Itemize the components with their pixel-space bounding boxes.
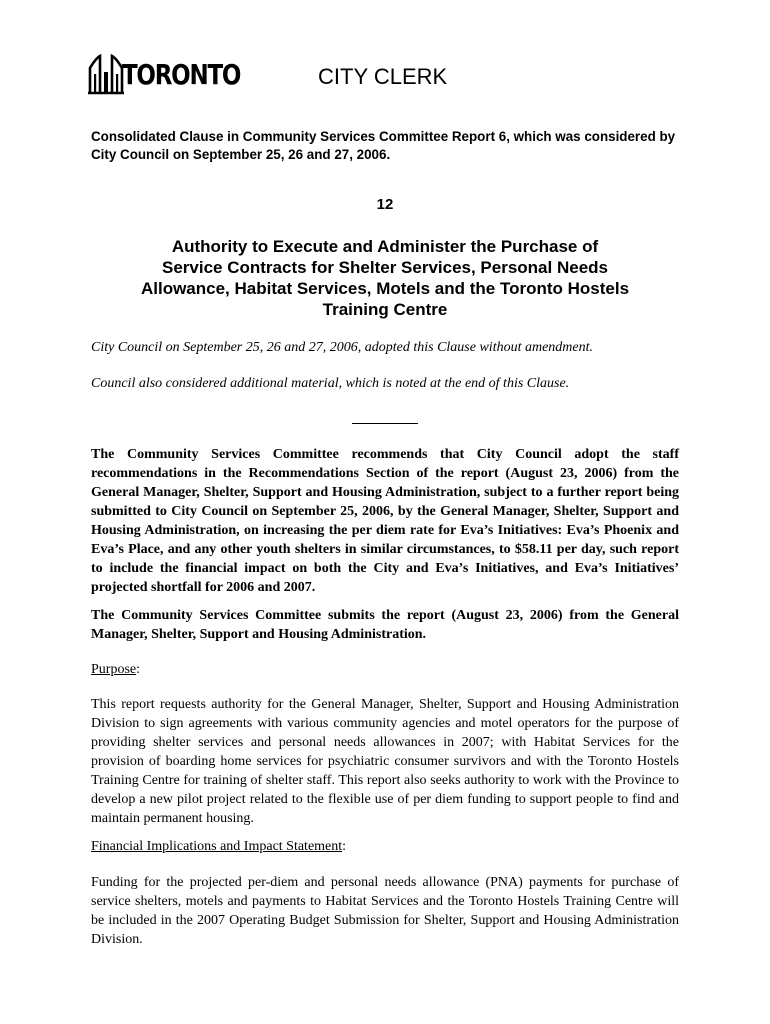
committee-submits: The Community Services Committee submits the report (August 23, 2006) from the General Manager, Shelter, Support and Housing Administration. [91, 608, 679, 642]
section-divider [352, 423, 418, 424]
purpose-heading-text: Purpose [91, 662, 137, 677]
financial-heading [91, 837, 679, 856]
council-adoption-note: City Council on September 25, 26 and 27, 2006, adopted this Clause without amendment. [91, 340, 594, 355]
logo-wordmark: TORONTO [122, 58, 241, 91]
purpose-heading [91, 660, 679, 679]
clause-number: 12 [376, 196, 394, 213]
purpose-heading-colon: : [136, 662, 141, 677]
toronto-logo [88, 44, 248, 96]
department-title: CITY CLERK [318, 64, 448, 89]
city-hall-icon [88, 44, 124, 96]
purpose-text: This report requests authority for the General Manager, Shelter, Support and Housing Administration Division to sign agreements with various community agencies and motel operators for the purpose of providing shelter services and personal needs allowances in 2007; with Habitat Services for the provision of boarding home services for psychiatric consumer survivors and with the Toronto Hostels Training Centre for training of shelter staff. This report also seeks authority to work with the Province to develop a new pilot project related to the flexible use of per diem funding to support people to find and maintain permanent housing. [91, 697, 679, 826]
committee-recommendation: The Community Services Committee recommends that City Council adopt the staff recommendations in the Recommendations Section of the report (August 23, 2006) from the General Manager, Shelter, Support and Housing Administration, subject to a further report being submitted to City Council on September 25, 2006, by the General Manager, Shelter, Support and Housing Administration, on increasing the per diem rate for Eva’s Initiatives: Eva’s Phoenix and Eva’s Place, and any other youth shelters in similar circumstances, to $58.11 per day, such report to include the financial impact on both the City and Eva’s Initiatives, and Eva’s Initiatives’ projected shortfall for 2006 and 2007. [91, 447, 679, 595]
additional-material-note: Council also considered additional material, which is noted at the end of this Clause. [91, 376, 570, 391]
financial-heading-colon: : [342, 839, 347, 854]
consolidated-clause-note: Consolidated Clause in Community Services Committee Report 6, which was considered by City Council on September 25, 26 and 27, 2006. [91, 129, 676, 162]
financial-text: Funding for the projected per-diem and personal needs allowance (PNA) payments for purchase of service shelters, motels and payments to Habitat Services and the Toronto Hostels Training Centre will be included in the 2007 Operating Budget Submission for Shelter, Support and Housing Administration Division. [91, 875, 679, 947]
clause-title: Authority to Execute and Administer the Purchase of Service Contracts for Shelter Services, Personal Needs Allowance, Habitat Services, Motels and the Toronto Hostels Training Centre [140, 237, 630, 319]
financial-heading-text: Financial Implications and Impact Statement [91, 839, 343, 854]
